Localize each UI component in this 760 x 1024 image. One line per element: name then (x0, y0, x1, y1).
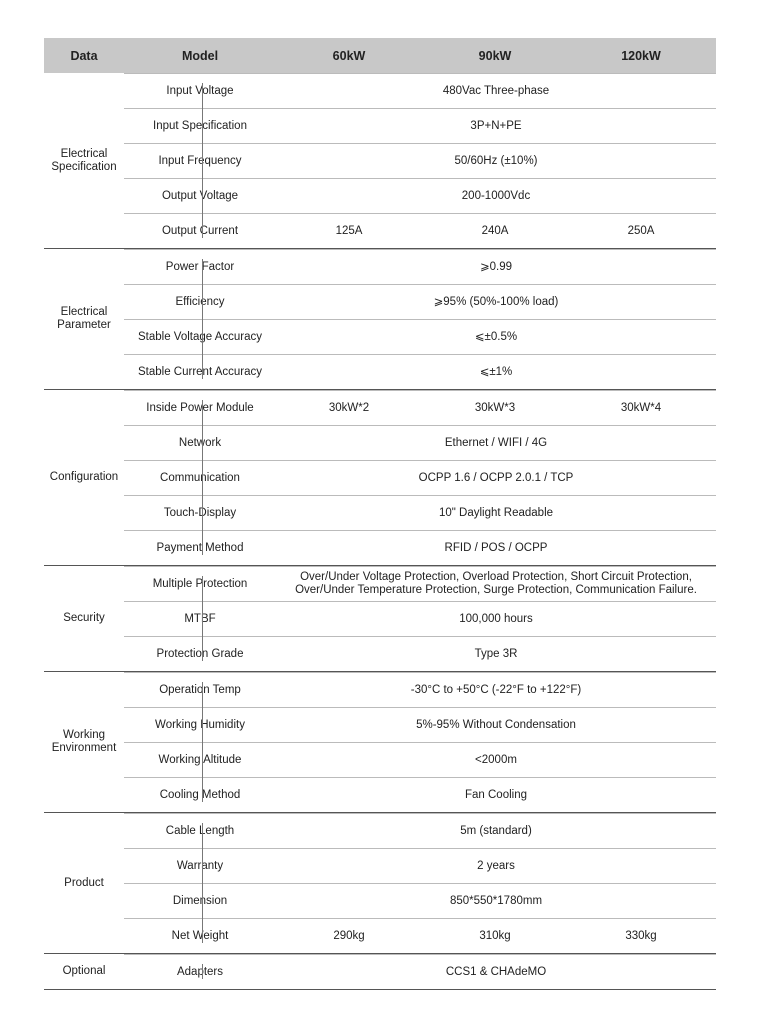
row-label: Output Current (161, 225, 239, 237)
table-row (124, 636, 716, 671)
row-value: 200-1000Vdc (461, 189, 531, 202)
table-row (124, 284, 716, 319)
row-value: <2000m (475, 753, 517, 766)
row-value-cell: 290kg (333, 930, 365, 942)
table-row (124, 530, 716, 565)
row-value-cell: 125A (335, 225, 363, 237)
group-rows (124, 73, 716, 248)
table-row (124, 460, 716, 495)
table-row (124, 777, 716, 812)
row-label: Warranty (176, 860, 224, 872)
column-divider (202, 964, 203, 979)
row-label: Net Weight (171, 930, 229, 942)
table-row (124, 495, 716, 530)
spec-group (44, 390, 716, 566)
row-label: Stable Current Accuracy (137, 366, 262, 378)
row-value: RFID / POS / OCPP (444, 541, 548, 554)
table-row (124, 178, 716, 213)
row-label: Protection Grade (156, 648, 244, 660)
row-value: Ethernet / WIFI / 4G (444, 436, 548, 449)
group-rows (124, 390, 716, 565)
row-label: Working Humidity (155, 719, 245, 731)
row-value: -30°C to +50°C (-22°F to +122°F) (410, 683, 582, 696)
group-category: Security (63, 612, 105, 624)
row-value: 100,000 hours (459, 612, 533, 625)
row-value: 5m (standard) (460, 824, 532, 837)
column-divider (202, 259, 203, 379)
row-value-cell: 250A (627, 225, 655, 237)
row-label: Inside Power Module (146, 402, 254, 414)
row-value: 10" Daylight Readable (438, 506, 554, 519)
table-row (124, 390, 716, 425)
row-label: Input Voltage (166, 85, 234, 97)
spec-table (44, 38, 716, 990)
table-row (124, 883, 716, 918)
row-value: ⩽±1% (479, 365, 513, 378)
header-60kw: 60kW (332, 48, 366, 63)
row-label: Network (178, 437, 222, 449)
row-label: Payment Method (156, 542, 244, 554)
row-value: 480Vac Three-phase (442, 84, 550, 97)
group-category: Optional (62, 965, 106, 977)
header-120kw: 120kW (621, 48, 661, 63)
group-category: Product (64, 876, 104, 889)
row-label: Power Factor (165, 261, 235, 273)
row-value: 2 years (477, 859, 515, 872)
row-label: Output Voltage (161, 190, 239, 202)
table-row (124, 108, 716, 143)
row-value: 5%-95% Without Condensation (416, 718, 576, 731)
table-row (124, 354, 716, 389)
group-category: Working Environment (51, 729, 117, 754)
group-rows (124, 249, 716, 389)
row-label: Operation Temp (159, 684, 241, 696)
row-value-cell: 30kW*3 (474, 402, 516, 414)
spec-group (44, 73, 716, 249)
table-row (124, 813, 716, 848)
row-value: ⩽±0.5% (474, 330, 518, 343)
row-value: CCS1 & CHAdeMO (445, 965, 547, 978)
table-row (124, 213, 716, 248)
row-label: Touch-Display (163, 507, 237, 519)
table-row (124, 742, 716, 777)
group-rows (124, 813, 716, 953)
table-body (44, 73, 716, 990)
row-label: Efficiency (175, 296, 225, 308)
group-category: Electrical Parameter (57, 306, 111, 331)
table-row (124, 143, 716, 178)
row-label: Cable Length (165, 825, 235, 837)
spec-group (44, 566, 716, 672)
row-value: Fan Cooling (464, 788, 527, 801)
table-row (124, 707, 716, 742)
row-label: Dimension (172, 895, 228, 907)
column-divider (202, 83, 203, 238)
table-row (124, 954, 716, 989)
row-value: 50/60Hz (±10%) (454, 154, 538, 167)
row-label: Communication (160, 472, 240, 484)
table-row (124, 319, 716, 354)
table-row (124, 848, 716, 883)
table-row (124, 566, 716, 601)
row-value-cell: 310kg (479, 930, 511, 942)
header-90kw: 90kW (478, 48, 512, 63)
row-label: MTBF (184, 613, 216, 625)
row-value: 850*550*1780mm (449, 894, 543, 907)
group-rows (124, 672, 716, 812)
row-label: Working Altitude (158, 754, 242, 766)
spec-group (44, 249, 716, 390)
row-value: ⩾95% (50%-100% load) (433, 295, 559, 308)
row-value-cell: 330kg (625, 930, 657, 942)
table-row (124, 601, 716, 636)
row-label: Cooling Method (159, 789, 241, 801)
row-value-cell: 30kW*2 (328, 402, 370, 414)
table-header (44, 38, 716, 73)
table-row (124, 672, 716, 707)
row-label: Multiple Protection (152, 578, 248, 590)
header-data: Data (70, 48, 98, 63)
header-model: Model (181, 48, 219, 63)
table-row (124, 425, 716, 460)
row-value: Over/Under Voltage Protection, Overload Protection, Short Circuit Protection, Over/Under Temperature Protection, Surge Protection, Communication Failure. (295, 571, 697, 596)
row-value: ⩾0.99 (479, 260, 513, 273)
column-divider (202, 576, 203, 661)
row-value-cell: 30kW*4 (620, 402, 662, 414)
row-label: Input Specification (153, 120, 247, 132)
group-category: Configuration (49, 471, 119, 483)
spec-group (44, 672, 716, 813)
column-divider (202, 682, 203, 802)
row-label: Input Frequency (158, 155, 242, 167)
group-rows (124, 566, 716, 671)
row-value: Type 3R (474, 647, 518, 660)
group-rows (124, 954, 716, 989)
row-label: Adapters (176, 966, 224, 978)
row-label: Stable Voltage Accuracy (137, 331, 263, 343)
column-divider (202, 400, 203, 555)
table-row (124, 918, 716, 953)
row-value: OCPP 1.6 / OCPP 2.0.1 / TCP (418, 471, 574, 484)
table-row (124, 73, 716, 108)
spec-group (44, 954, 716, 990)
row-value: 3P+N+PE (470, 119, 522, 132)
row-value-cell: 240A (481, 225, 509, 237)
column-divider (202, 823, 203, 943)
table-row (124, 249, 716, 284)
spec-group (44, 813, 716, 954)
group-category: Electrical Specification (51, 147, 117, 173)
